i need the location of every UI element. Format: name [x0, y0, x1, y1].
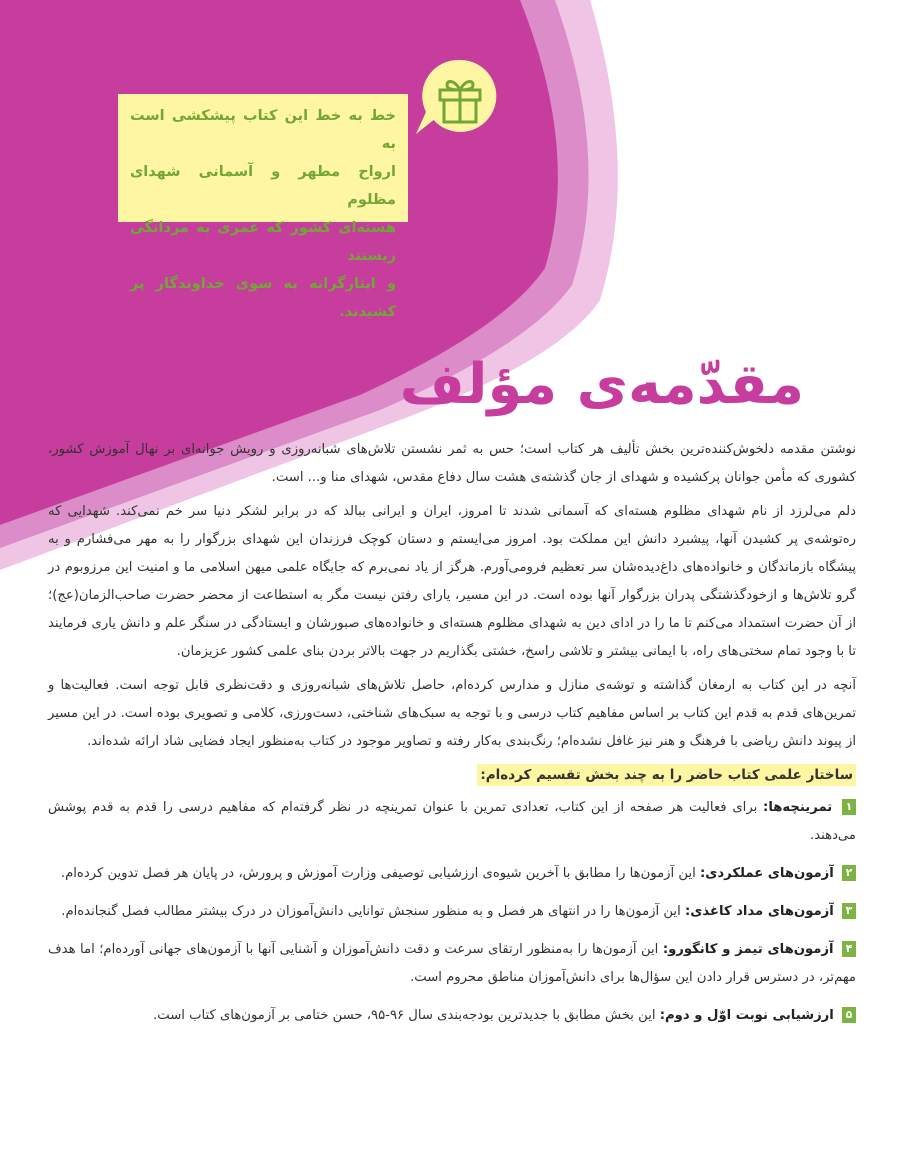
section-item-performance-tests: [48, 860, 856, 888]
section-title: آزمون‌های عملکردی:: [699, 866, 834, 881]
section-item-practice: [48, 794, 856, 850]
paragraph: دلم می‌لرزد از نام شهدای مظلوم هسته‌ای که آسمانی شدند تا امروز، ایران و ایرانی ببالد که در برابر لشکر دنیا سر خم نمی‌کند. شهدایی که ره‌توشه‌ی پر کشیدن آنها، پیشبرد دانش این مملکت بود. امروز می‌ایستم و دستان کوچک فرزندان این شهدای بزرگوار را به مهر می‌فشارم و به پیشگاه بازماندگان و خانواده‌های داغ‌دیده‌شان سر تعظیم فرومی‌آورم. هرگز از یاد نمی‌برم که جایگاه علمی میهن اسلامی ما و امنیت این مرزوبوم در گرو تلاش‌ها و ازخودگذشتگی پدران بزرگوار آنها بوده است. در این مسیر، یارای رفتن نیست مگر به استطاعت از محضر حضرت صاحب‌الزمان(عج)؛ از آن حضرت استمداد می‌کنم تا ما را در ادای دین به شهدای مظلوم هسته‌ای و خانواده‌های صبورشان و ایستادگی در سنگر علم و دانش یاری فرمایند تا با وجود تمام سختی‌های راه، با ایمانی بیشتر و تلاشی راسخ، خشتی بگذاریم در جهت بالاتر بردن بنای علمی کشور عزیزمان.: [48, 504, 856, 659]
section-title: آزمون‌های تیمز و کانگورو:: [662, 942, 834, 957]
dedication-line: و ایثارگرانه به سوی خداوندگار پر کشیدند.: [130, 276, 396, 320]
section-text: این آزمون‌ها را در انتهای هر فصل و به منظور سنجش توانایی دانش‌آموزان در درک بیشتر مطالب فصل گنجانده‌ام.: [61, 904, 681, 919]
section-text: برای فعالیت هر صفحه از این کتاب، تعدادی تمرین با عنوان تمرینچه در نظر گرفته‌ام که مفاهیم درسی را قدم به قدم پوشش می‌دهند.: [48, 800, 856, 843]
section-item-paper-tests: [48, 898, 856, 926]
section-title: ارزشیابی نوبت اوّل و دوم:: [659, 1008, 834, 1023]
section-item-term-evaluation: [48, 1002, 856, 1030]
structure-heading: ساختار علمی کتاب حاضر را به چند بخش تقسیم کرده‌ام:: [477, 764, 856, 786]
dedication-line: ارواح مطهر و آسمانی شهدای مظلوم: [130, 164, 396, 208]
paragraph: آنچه در این کتاب به ارمغان گذاشته و توشه‌ی منازل و مدارس کرده‌ام، حاصل تلاش‌های شبانه‌روزی و دقت‌نظری قابل توجه است. فعالیت‌ها و تمرین‌های قدم به قدم این کتاب بر اساس مفاهیم کتاب درسی و با توجه به سبک‌های شناختی، دست‌ورزی، کلامی و تصویری بوده است. در این مسیر از پیوند دانش ریاضی با فرهنگ و هنر نیز غافل نشده‌ام؛ رنگ‌بندی به‌کار رفته و تصاویر موجود در کتاب به‌منظور ایجاد فضایی شاد ارائه شده‌اند.: [48, 678, 856, 749]
paragraph: نوشتن مقدمه دلخوش‌کننده‌ترین بخش تألیف هر کتاب است؛ حس به ثمر نشستن تلاش‌های شبانه‌روزی و رویش جوانه‌ای بر نهال آموزش کشور، کشوری که مأمن جوانان پرکشیده و شهدای از جان گذشته‌ی هشت سال دفاع مقدس، شهدای منا و... است.: [48, 442, 856, 485]
section-title: تمرینچه‌ها:: [763, 800, 833, 815]
section-text: این آزمون‌ها را به‌منظور ارتقای سرعت و دقت دانش‌آموزان و آشنایی آنها با آزمون‌های جهانی آورده‌ام؛ اما هدف مهم‌تر، در دسترس قرار دادن این سؤال‌ها برای دانش‌آموزان مناطق محروم است.: [48, 942, 856, 985]
section-text: این بخش مطابق با جدیدترین بودجه‌بندی سال ۹۶-۹۵، حسن ختامی بر آزمون‌های کتاب است.: [153, 1008, 656, 1023]
section-number: ۵: [842, 1007, 856, 1023]
section-title: آزمون‌های مداد کاغذی:: [684, 904, 834, 919]
gift-bubble: [410, 48, 510, 148]
section-item-timss-kangaroo: [48, 936, 856, 992]
dedication-line: هسته‌ای کشور که عمری به مردانگی زیستند: [130, 220, 396, 264]
section-number: ۱: [842, 799, 856, 815]
dedication-line: خط به خط این کتاب پیشکشی است به: [130, 108, 396, 152]
section-number: ۲: [842, 865, 856, 881]
preface-body: [48, 436, 856, 1040]
section-number: ۳: [842, 903, 856, 919]
section-text: این آزمون‌ها را مطابق با آخرین شیوه‌ی ارزشیابی توصیفی وزارت آموزش و پرورش، در پایان هر فصل تدوین کرده‌ام.: [60, 866, 696, 881]
section-number: ۴: [842, 941, 856, 957]
page-title: مقدّمه‌ی مؤلف: [399, 352, 804, 417]
dedication-note: [118, 94, 408, 320]
